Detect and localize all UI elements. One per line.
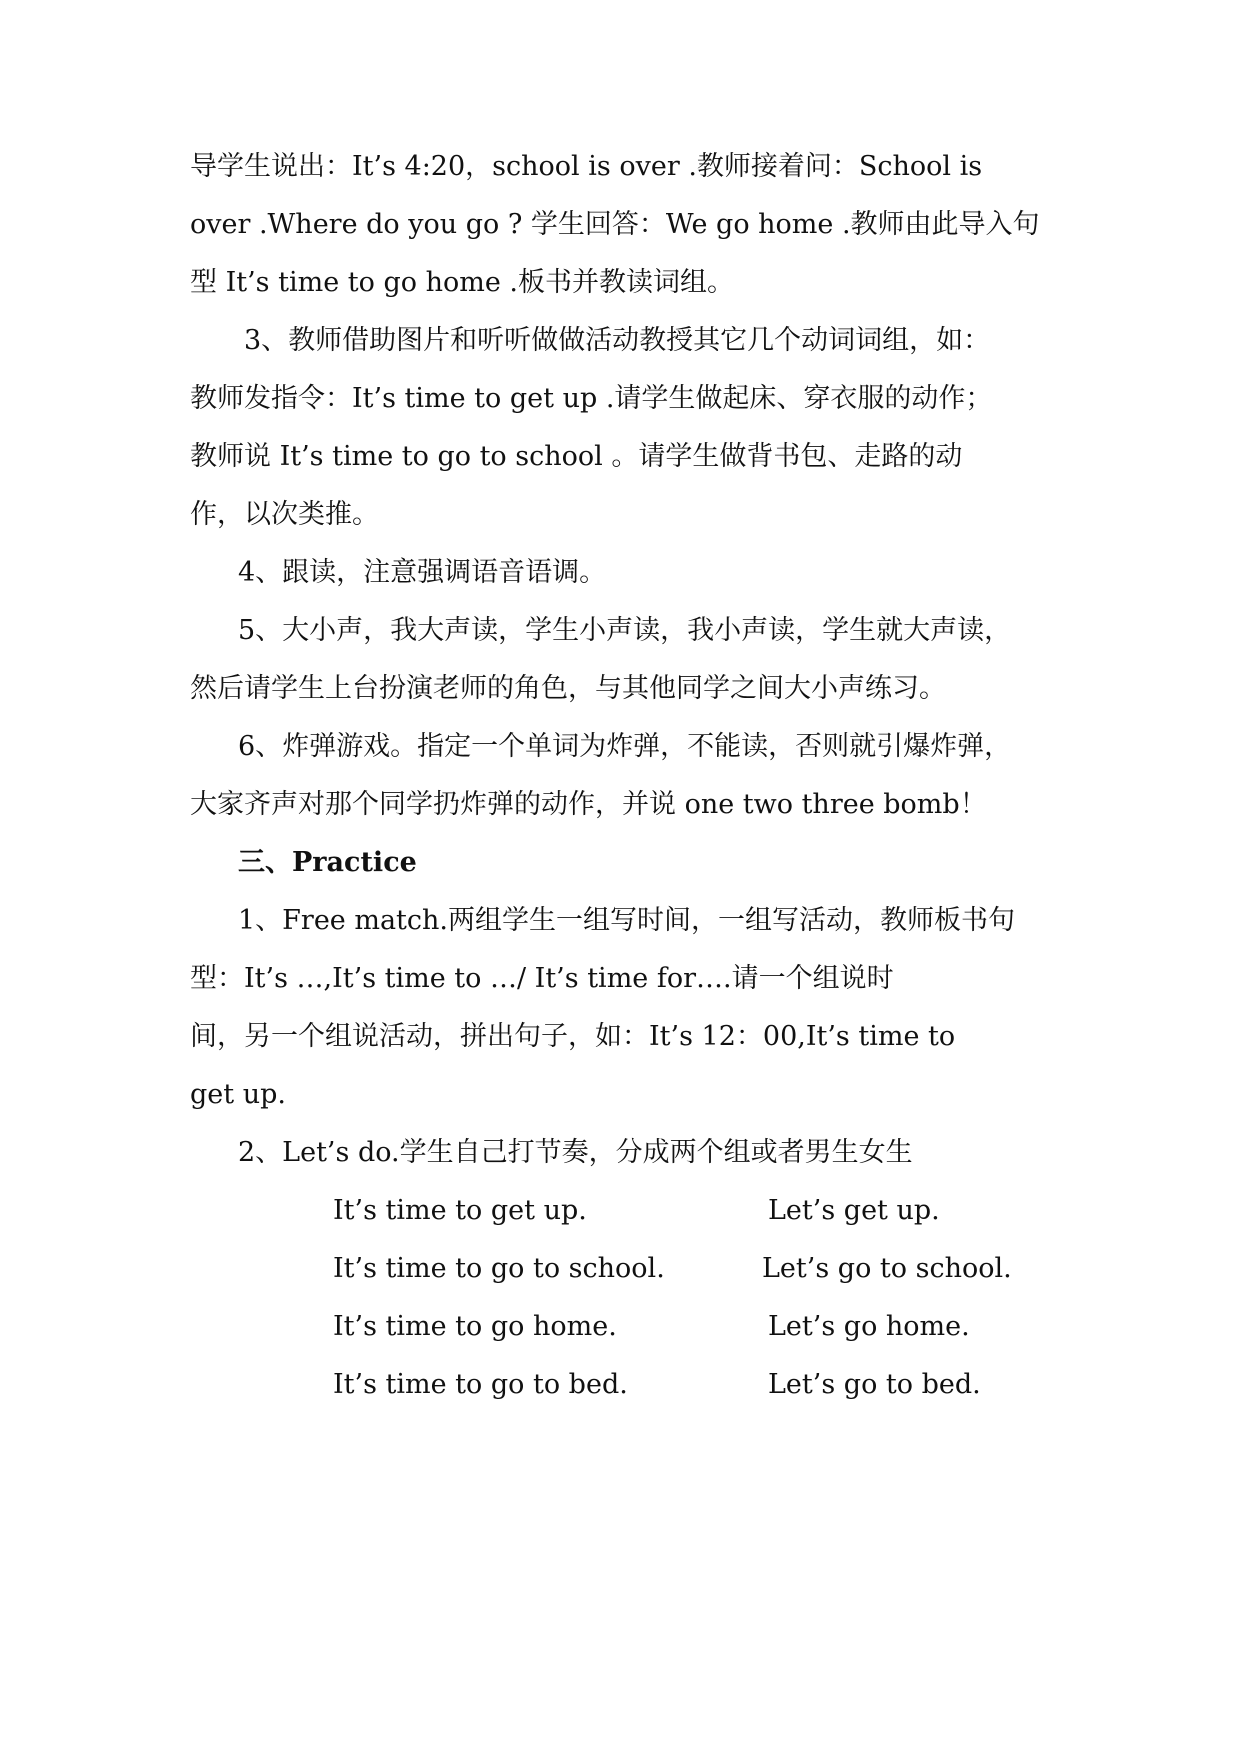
chant-right: Let’s go home. <box>768 1311 970 1342</box>
text-line: 教师发指令：It’s time to get up .请学生做起床、穿衣服的动作； <box>190 383 993 414</box>
text-line: 3、教师借助图片和听听做做活动教授其它几个动词词组，如： <box>244 325 991 356</box>
text-line: 1、Free match.两组学生一组写时间，一组写活动，教师板书句 <box>238 905 1016 936</box>
text-line: over .Where do you go ? 学生回答：We go home .教师由此导入句 <box>190 209 1040 240</box>
text-line: 大家齐声对那个同学扔炸弹的动作，并说 one two three bomb！ <box>190 789 987 820</box>
text-line: 教师说 It’s time to go to school 。请学生做背书包、走路的动 <box>190 441 963 472</box>
text-line: 然后请学生上台扮演老师的角色，与其他同学之间大小声练习。 <box>190 673 946 704</box>
text-line: 2、Let’s do.学生自己打节奏，分成两个组或者男生女生 <box>238 1137 913 1168</box>
text-line: 导学生说出：It’s 4:20，school is over .教师接着问：School is <box>190 151 983 182</box>
chant-right: Let’s go to school. <box>762 1253 1012 1284</box>
section-heading: 三、Practice <box>238 847 417 878</box>
chant-right: Let’s go to bed. <box>768 1369 981 1400</box>
text-line: 间，另一个组说活动，拼出句子，如：It’s 12：00,It’s time to <box>190 1021 956 1052</box>
chant-left: It’s time to go to school. <box>333 1253 665 1284</box>
text-line: 型 It’s time to go home .板书并教读词组。 <box>190 267 734 298</box>
text-line: 型：It’s …,It’s time to …/ It’s time for….请一个组说时 <box>190 963 894 994</box>
chant-right: Let’s get up. <box>768 1195 940 1226</box>
chant-left: It’s time to go to bed. <box>333 1369 628 1400</box>
text-line: 6、炸弹游戏。指定一个单词为炸弹，不能读，否则就引爆炸弹， <box>238 731 1012 762</box>
text-line: 5、大小声，我大声读，学生小声读，我小声读，学生就大声读， <box>238 615 1012 646</box>
text-line: 4、跟读，注意强调语音语调。 <box>238 557 607 588</box>
chant-left: It’s time to get up. <box>333 1195 587 1226</box>
chant-left: It’s time to go home. <box>333 1311 617 1342</box>
text-line: get up. <box>190 1079 286 1110</box>
text-line: 作，以次类推。 <box>190 499 379 530</box>
